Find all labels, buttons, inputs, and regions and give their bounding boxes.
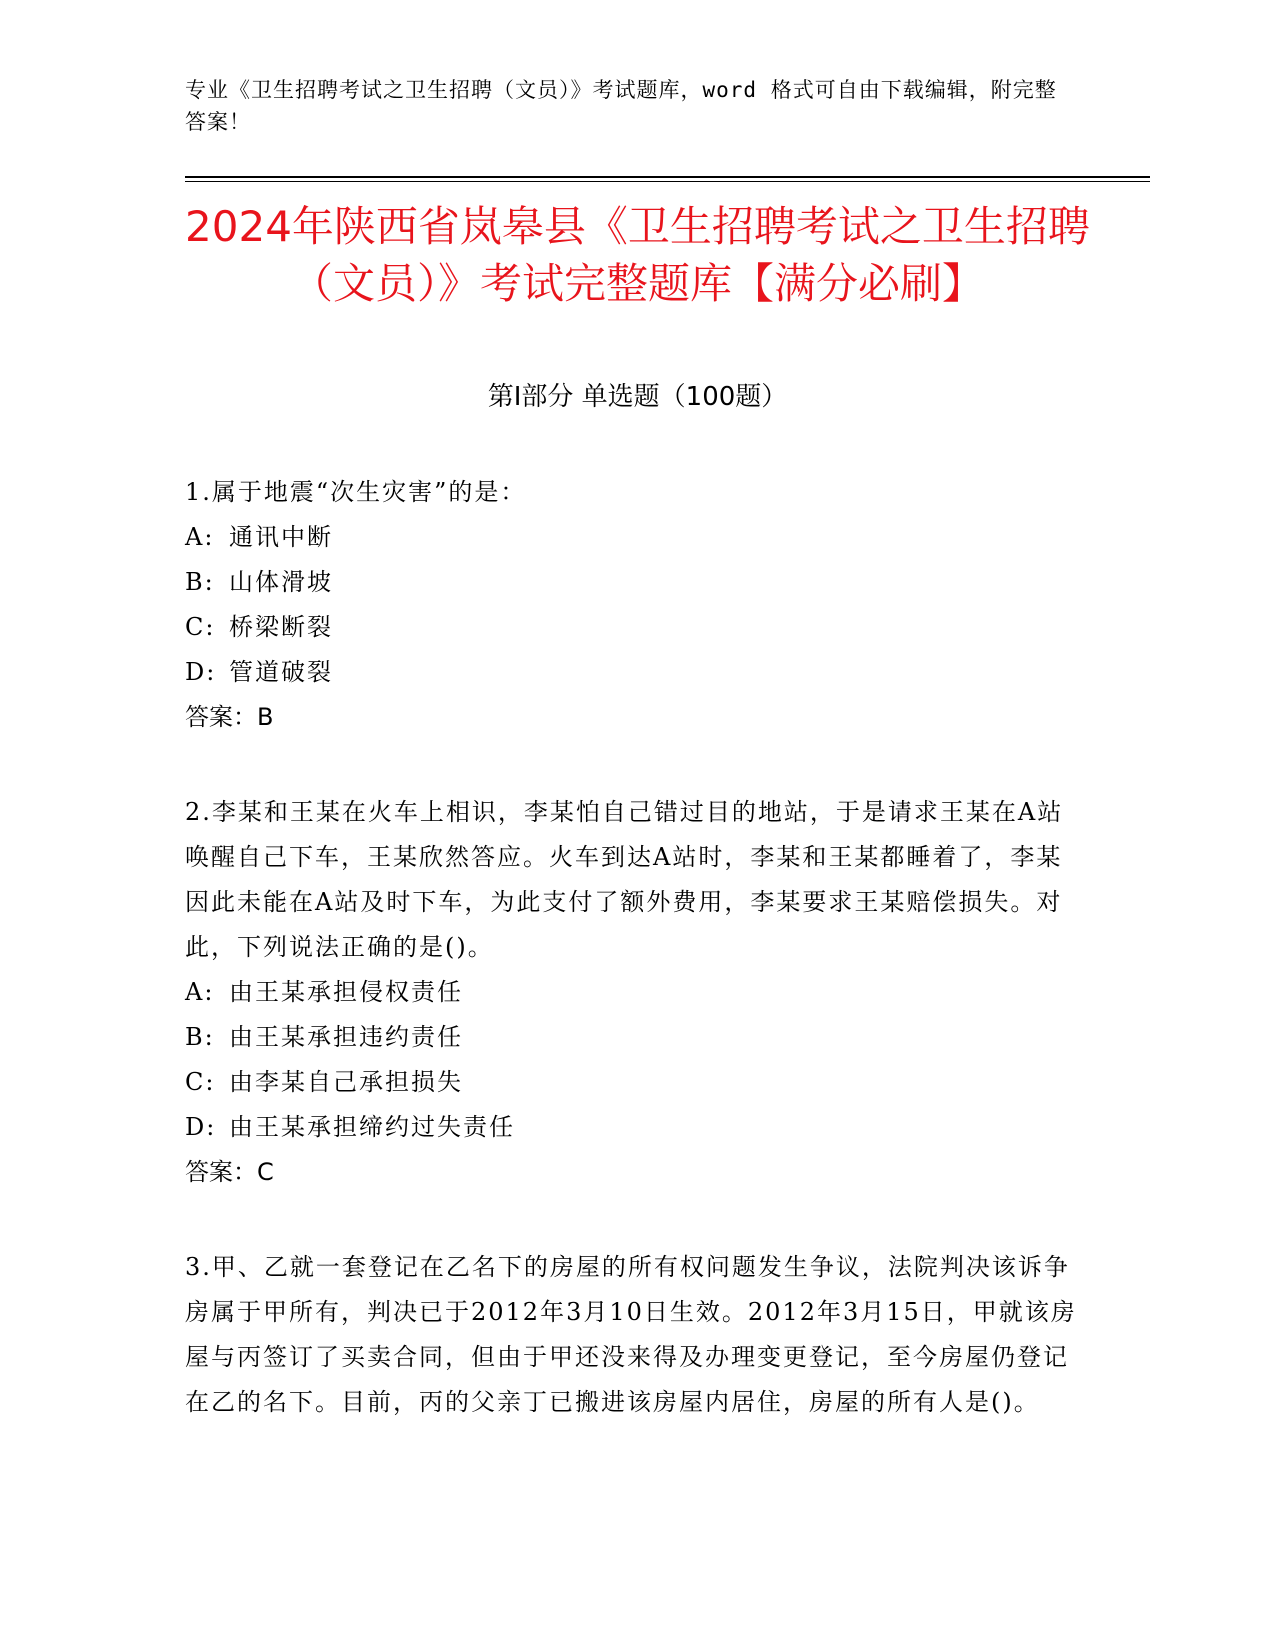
document-title: 2024年陕西省岚皋县《卫生招聘考试之卫生招聘（文员）》考试完整题库【满分必刷】: [185, 202, 1090, 308]
option-a: [185, 970, 1085, 1015]
option-c: [185, 1060, 1085, 1105]
option-text: 由王某承担缔约过失责任: [229, 1113, 515, 1141]
answer: 答案：B: [185, 703, 274, 731]
option-text: 由李某自己承担损失: [229, 1068, 463, 1096]
option-b: [185, 560, 1085, 605]
question-stem: 2.李某和王某在火车上相识，李某怕自己错过目的地站，于是请求王某在A站唤醒自己下车，王某欣然答应。火车到达A站时，李某和王某都睡着了，李某因此未能在A站及时下车，为此支付了额外费用，李某要求王某赔偿损失。对此，下列说法正确的是()。: [185, 798, 1064, 961]
section-heading: 第Ⅰ部分 单选题（100题）: [487, 382, 788, 412]
option-letter: C:: [185, 1068, 216, 1096]
header-note: 专业《卫生招聘考试之卫生招聘（文员）》考试题库，word 格式可自由下载编辑，附完整答案！: [185, 78, 1057, 134]
header-rule-thin: [185, 181, 1150, 182]
question-stem: 1.属于地震“次生灾害”的是：: [185, 478, 527, 506]
option-letter: B:: [185, 568, 215, 596]
option-d: [185, 650, 1085, 695]
option-text: 由王某承担侵权责任: [229, 978, 463, 1006]
option-letter: A:: [185, 978, 215, 1006]
question-1: [185, 470, 1085, 740]
header-rule-thick: [185, 176, 1150, 178]
option-c: [185, 605, 1085, 650]
question-stem: 3.甲、乙就一套登记在乙名下的房屋的所有权问题发生争议，法院判决该诉争房属于甲所有，判决已于2012年3月10日生效。2012年3月15日，甲就该房屋与丙签订了买卖合同，但由于甲还没来得及办理变更登记，至今房屋仍登记在乙的名下。目前，丙的父亲丁已搬进该房屋内居住，房屋的所有人是()。: [185, 1253, 1077, 1416]
option-text: 由王某承担违约责任: [229, 1023, 463, 1051]
option-d: [185, 1105, 1085, 1150]
option-text: 通讯中断: [229, 523, 333, 551]
option-a: [185, 515, 1085, 560]
question-3: [185, 1245, 1085, 1425]
answer: 答案：C: [185, 1158, 274, 1186]
option-letter: B:: [185, 1023, 215, 1051]
question-2: [185, 790, 1085, 1195]
option-text: 管道破裂: [229, 658, 333, 686]
option-letter: A:: [185, 523, 215, 551]
option-b: [185, 1015, 1085, 1060]
option-letter: D:: [185, 1113, 217, 1141]
option-letter: C:: [185, 613, 216, 641]
question-list: [185, 470, 1085, 1475]
option-letter: D:: [185, 658, 217, 686]
option-text: 山体滑坡: [229, 568, 333, 596]
option-text: 桥梁断裂: [229, 613, 333, 641]
